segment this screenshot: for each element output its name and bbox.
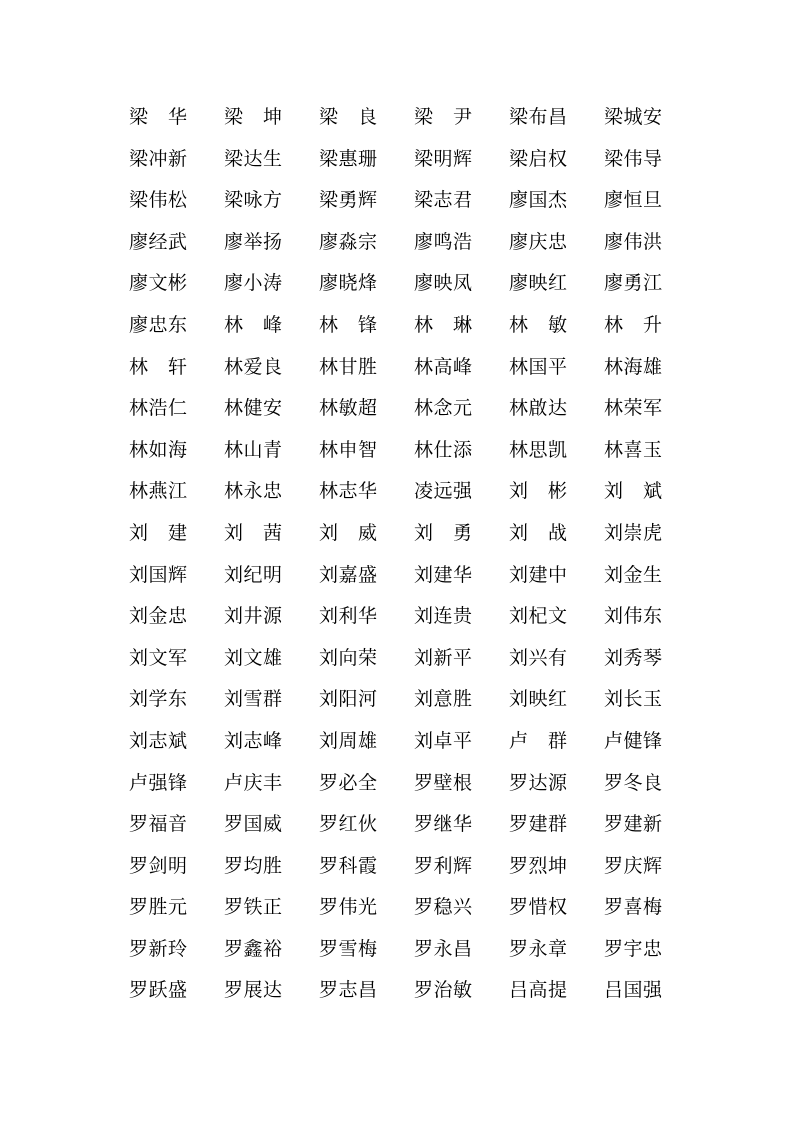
name-entry: 梁志君 <box>414 189 473 212</box>
name-entry: 梁伟导 <box>604 147 663 170</box>
name-entry: 林敏超 <box>319 397 378 420</box>
name-entry: 罗新玲 <box>129 937 188 960</box>
name-entry: 廖忠东 <box>129 313 188 336</box>
name-entry: 梁明辉 <box>414 147 473 170</box>
name-entry: 林申智 <box>319 438 378 461</box>
name-entry: 林健安 <box>224 397 283 420</box>
name-entry: 梁惠珊 <box>319 147 378 170</box>
name-entry: 林念元 <box>414 397 473 420</box>
name-entry: 林啟达 <box>509 397 568 420</box>
name-list-grid <box>129 97 699 1012</box>
name-entry: 梁 尹 <box>414 106 473 128</box>
name-entry: 林 琳 <box>414 313 473 336</box>
name-entry: 罗科霞 <box>319 854 378 877</box>
name-entry: 刘利华 <box>319 605 378 628</box>
name-entry: 刘映红 <box>509 688 568 711</box>
name-entry: 罗烈坤 <box>509 854 568 877</box>
name-entry: 梁启权 <box>509 147 568 170</box>
name-entry: 刘学东 <box>129 688 188 711</box>
name-entry: 林 敏 <box>509 313 568 336</box>
name-entry: 梁伟松 <box>129 189 188 212</box>
name-entry: 林 轩 <box>129 355 188 378</box>
name-entry: 罗福音 <box>129 813 188 836</box>
name-entry: 罗喜梅 <box>604 896 663 919</box>
name-entry: 罗鑫裕 <box>224 937 283 960</box>
name-entry: 廖小涛 <box>224 272 283 295</box>
name-entry: 刘志峰 <box>224 729 283 752</box>
name-entry: 罗永昌 <box>414 937 473 960</box>
name-entry: 刘新平 <box>414 646 473 669</box>
name-entry: 罗铁正 <box>224 896 283 919</box>
name-entry: 刘井源 <box>224 605 283 628</box>
name-entry: 刘 彬 <box>509 480 568 503</box>
name-entry: 罗惜权 <box>509 896 568 919</box>
name-entry: 罗建新 <box>604 813 663 836</box>
name-entry: 廖映红 <box>509 272 568 295</box>
name-entry: 罗达源 <box>509 771 568 794</box>
name-entry: 罗红伙 <box>319 813 378 836</box>
name-entry: 罗剑明 <box>129 854 188 877</box>
name-entry: 刘伟东 <box>604 605 663 628</box>
name-entry: 罗利辉 <box>414 854 473 877</box>
name-entry: 梁城安 <box>604 106 663 128</box>
name-entry: 刘连贵 <box>414 605 473 628</box>
name-entry: 罗伟光 <box>319 896 378 919</box>
name-entry: 罗庆辉 <box>604 854 663 877</box>
name-entry: 刘阳河 <box>319 688 378 711</box>
name-entry: 林喜玉 <box>604 438 663 461</box>
name-entry: 刘嘉盛 <box>319 563 378 586</box>
name-entry: 吕国强 <box>604 979 663 1002</box>
name-entry: 林甘胜 <box>319 355 378 378</box>
name-entry: 刘文军 <box>129 646 188 669</box>
name-entry: 刘意胜 <box>414 688 473 711</box>
name-entry: 林思凯 <box>509 438 568 461</box>
name-entry: 林 峰 <box>224 313 283 336</box>
name-entry: 刘 茜 <box>224 521 283 544</box>
name-entry: 廖淼宗 <box>319 230 378 253</box>
name-entry: 刘建华 <box>414 563 473 586</box>
name-entry: 梁 华 <box>129 106 188 128</box>
name-entry: 刘建中 <box>509 563 568 586</box>
name-entry: 林 升 <box>604 313 663 336</box>
name-entry: 林海雄 <box>604 355 663 378</box>
name-entry: 林如海 <box>129 438 188 461</box>
name-entry: 廖举扬 <box>224 230 283 253</box>
name-entry: 梁 坤 <box>224 106 283 128</box>
name-entry: 罗国威 <box>224 813 283 836</box>
name-entry: 刘 勇 <box>414 521 473 544</box>
name-entry: 廖恒旦 <box>604 189 663 212</box>
name-entry: 卢健锋 <box>604 729 663 752</box>
name-entry: 廖国杰 <box>509 189 568 212</box>
name-entry: 刘 战 <box>509 521 568 544</box>
name-entry: 罗展达 <box>224 979 283 1002</box>
name-entry: 刘雪群 <box>224 688 283 711</box>
name-entry: 林燕江 <box>129 480 188 503</box>
name-entry: 刘周雄 <box>319 729 378 752</box>
name-entry: 刘文雄 <box>224 646 283 669</box>
name-entry: 吕高提 <box>509 979 568 1002</box>
name-entry: 廖经武 <box>129 230 188 253</box>
name-entry: 梁 良 <box>319 106 378 128</box>
name-entry: 林高峰 <box>414 355 473 378</box>
name-entry: 罗胜元 <box>129 896 188 919</box>
name-entry: 林志华 <box>319 480 378 503</box>
name-entry: 刘向荣 <box>319 646 378 669</box>
name-entry: 罗继华 <box>414 813 473 836</box>
name-entry: 罗均胜 <box>224 854 283 877</box>
name-entry: 廖伟洪 <box>604 230 663 253</box>
name-entry: 刘杞文 <box>509 605 568 628</box>
name-entry: 林荣军 <box>604 397 663 420</box>
name-entry: 罗宇忠 <box>604 937 663 960</box>
name-entry: 廖晓烽 <box>319 272 378 295</box>
name-entry: 刘 威 <box>319 521 378 544</box>
name-entry: 刘纪明 <box>224 563 283 586</box>
name-entry: 卢强锋 <box>129 771 188 794</box>
name-entry: 廖勇江 <box>604 272 663 295</box>
name-entry: 梁勇辉 <box>319 189 378 212</box>
name-entry: 梁冲新 <box>129 147 188 170</box>
name-entry: 刘金忠 <box>129 605 188 628</box>
name-entry: 罗跃盛 <box>129 979 188 1002</box>
name-entry: 刘卓平 <box>414 729 473 752</box>
name-entry: 廖鸣浩 <box>414 230 473 253</box>
name-entry: 林浩仁 <box>129 397 188 420</box>
name-entry: 卢庆丰 <box>224 771 283 794</box>
name-entry: 罗雪梅 <box>319 937 378 960</box>
name-entry: 林山青 <box>224 438 283 461</box>
name-entry: 梁达生 <box>224 147 283 170</box>
name-entry: 林国平 <box>509 355 568 378</box>
name-entry: 罗壁根 <box>414 771 473 794</box>
name-entry: 罗志昌 <box>319 979 378 1002</box>
name-entry: 廖映凤 <box>414 272 473 295</box>
name-entry: 林爱良 <box>224 355 283 378</box>
name-entry: 梁布昌 <box>509 106 568 128</box>
name-entry: 刘金生 <box>604 563 663 586</box>
name-entry: 梁咏方 <box>224 189 283 212</box>
name-entry: 林 锋 <box>319 313 378 336</box>
name-entry: 刘长玉 <box>604 688 663 711</box>
name-entry: 刘 建 <box>129 521 188 544</box>
name-entry: 罗建群 <box>509 813 568 836</box>
name-entry: 罗稳兴 <box>414 896 473 919</box>
name-entry: 刘 斌 <box>604 480 663 503</box>
name-entry: 刘兴有 <box>509 646 568 669</box>
name-entry: 林永忠 <box>224 480 283 503</box>
name-entry: 罗治敏 <box>414 979 473 1002</box>
name-entry: 罗永章 <box>509 937 568 960</box>
name-entry: 刘秀琴 <box>604 646 663 669</box>
name-entry: 罗必全 <box>319 771 378 794</box>
name-entry: 廖文彬 <box>129 272 188 295</box>
name-entry: 林仕添 <box>414 438 473 461</box>
name-entry: 凌远强 <box>414 480 473 503</box>
name-entry: 廖庆忠 <box>509 230 568 253</box>
name-entry: 卢 群 <box>509 729 568 752</box>
name-entry: 刘国辉 <box>129 563 188 586</box>
name-entry: 刘志斌 <box>129 729 188 752</box>
name-entry: 刘崇虎 <box>604 521 663 544</box>
name-entry: 罗冬良 <box>604 771 663 794</box>
